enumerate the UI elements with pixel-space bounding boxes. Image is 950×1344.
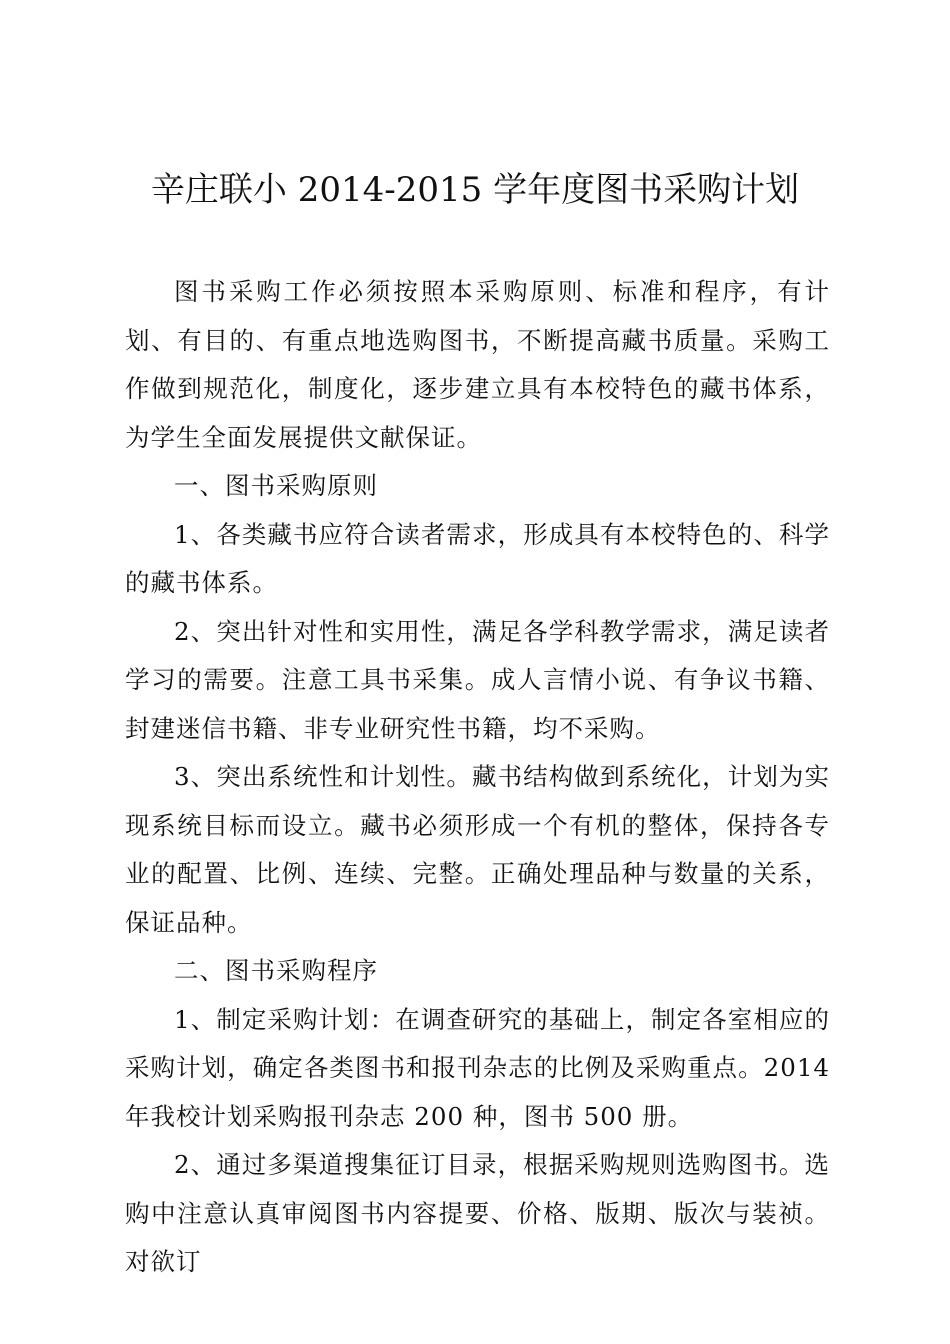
principle-item-3: 3、突出系统性和计划性。藏书结构做到系统化，计划为实现系统目标而设立。藏书必须形成一个有机的整体，保持各专业的配置、比例、连续、完整。正确处理品种与数量的关系，保证品种。	[125, 762, 830, 937]
document-body	[125, 268, 830, 1287]
intro-paragraph: 图书采购工作必须按照本采购原则、标准和程序，有计划、有目的、有重点地选购图书，不断提高藏书质量。采购工作做到规范化，制度化，逐步建立具有本校特色的藏书体系，为学生全面发展提供文献保证。	[125, 277, 830, 452]
procedure-item-2: 2、通过多渠道搜集征订目录，根据采购规则选购图书。选购中注意认真审阅图书内容提要、价格、版期、版次与装祯。对欲订	[125, 1150, 830, 1276]
section-heading-procedure: 二、图书采购程序	[174, 956, 378, 985]
principle-item-2: 2、突出针对性和实用性，满足各学科教学需求，满足读者学习的需要。注意工具书采集。成人言情小说、有争议书籍、封建迷信书籍、非专业研究性书籍，均不采购。	[125, 616, 830, 743]
section-heading-principles: 一、图书采购原则	[174, 471, 378, 500]
procedure-item-1: 1、制定采购计划：在调查研究的基础上，制定各室相应的采购计划，确定各类图书和报刊杂志的比例及采购重点。2014 年我校计划采购报刊杂志 200 种，图书 500 册。	[125, 1004, 830, 1131]
document-title: 辛庄联小 2014-2015 学年度图书采购计划	[150, 170, 800, 210]
principle-item-1: 1、各类藏书应符合读者需求，形成具有本校特色的、科学的藏书体系。	[125, 519, 830, 597]
